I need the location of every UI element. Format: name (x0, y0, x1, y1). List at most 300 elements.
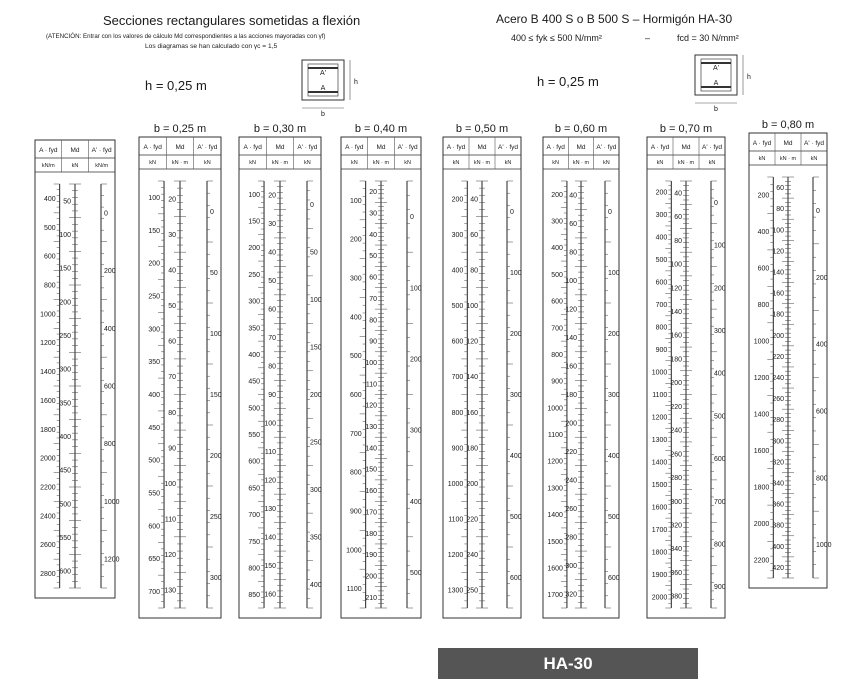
nomogram-3-mid-label-6: 80 (268, 363, 276, 371)
nomogram-1-left-label-2: 600 (43, 253, 56, 261)
nomogram-6-left-label-3: 500 (551, 271, 563, 279)
nomogram-5-left-label-3: 500 (451, 303, 464, 311)
nomogram-4-mid-label-11: 130 (365, 424, 377, 432)
nomogram-5-right-label-6: 600 (510, 575, 522, 582)
nomogram-7-mid-label-16: 360 (670, 569, 682, 577)
nomogram-3-left-label-14: 800 (248, 565, 261, 573)
nomogram-4-right-label-0: 0 (410, 214, 414, 222)
nomogram-2-mid-label-11: 130 (164, 587, 176, 595)
nomogram-5-mid-label-6: 160 (466, 409, 478, 417)
cross-section-left-b-letter: b (321, 111, 325, 118)
nomogram-3-mid-label-7: 90 (268, 392, 276, 399)
nomogram-7-left-label-17: 1900 (651, 571, 668, 579)
nomogram-2-mid-label-3: 50 (168, 303, 176, 311)
nomogram-2-right-label-6: 300 (210, 575, 222, 582)
nomogram-5-mid-label-8: 200 (466, 480, 478, 488)
nomogram-1-right-label-6: 1200 (104, 556, 120, 564)
nomogram-5-left-label-6: 800 (451, 409, 464, 417)
nomogram-5-b-label: b = 0,50 m (455, 123, 509, 135)
nomogram-5-mid-label-10: 240 (466, 552, 478, 560)
nomogram-7-right-label-3: 300 (714, 327, 726, 335)
nomogram-2-right-label-3: 150 (210, 392, 222, 399)
nomogram-5-left-label-2: 400 (451, 267, 464, 275)
cross-section-left-h-letter: h (354, 79, 358, 86)
nomogram-1-mid-label-0: 50 (63, 198, 71, 206)
nomogram-8-mid-label-11: 280 (772, 417, 784, 425)
nomogram-2-b-label: b = 0,25 m (153, 123, 207, 135)
nomogram-6-right-label-6: 600 (608, 575, 620, 582)
nomogram-7-left-label-7: 900 (655, 347, 668, 355)
nomogram-3-mid-label-0: 20 (268, 192, 276, 200)
nomogram-2-left-label-0: 100 (148, 194, 161, 202)
nomogram-7-mid-label-0: 40 (674, 190, 682, 198)
nomogram-7-right-label-0: 0 (714, 199, 718, 207)
nomogram-8-left-label-4: 1000 (753, 338, 770, 346)
nomogram-8-left-label-6: 1400 (753, 411, 770, 419)
cross-section-left-label-a: A (320, 85, 326, 92)
nomogram-5-right-label-0: 0 (510, 209, 514, 216)
nomogram-4-right-label-4: 400 (410, 498, 422, 506)
nomogram-3-right-label-0: 0 (310, 202, 314, 210)
nomogram-3-mid-label-10: 120 (264, 477, 276, 485)
cross-section-right-label-ap: A' (712, 65, 720, 72)
nomogram-5-right-label-2: 200 (510, 331, 522, 338)
nomogram-5-unit-3: kN (504, 160, 512, 166)
nomogram-6-mid-label-2: 80 (569, 249, 577, 257)
nomogram-7-right-label-7: 700 (714, 498, 726, 506)
nomogram-2-left-label-2: 200 (148, 260, 161, 268)
nomogram-6-mid-label-9: 220 (565, 448, 577, 456)
nomogram-2-left-label-11: 650 (148, 556, 161, 564)
nomogram-7-left-label-0: 200 (655, 189, 668, 197)
nomogram-4-right-label-5: 500 (410, 569, 422, 577)
nomogram-1-mid-label-1: 100 (59, 232, 71, 239)
nomogram-2-col-head-1: A · fyd (143, 144, 162, 151)
nomogram-1-mid-label-10: 550 (59, 535, 71, 542)
nomogram-4-mid-label-7: 90 (369, 338, 377, 346)
nomogram-3-right-label-7: 350 (310, 534, 322, 542)
nomogram-2-mid-label-7: 90 (168, 445, 176, 453)
nomogram-7-left-label-8: 1000 (651, 369, 668, 377)
nomogram-5-left-label-4: 600 (451, 338, 464, 346)
footer-badge: HA-30 (438, 648, 698, 679)
nomogram-4-col-head-1: A · fyd (345, 144, 364, 151)
nomogram-7-left-label-6: 800 (655, 324, 668, 332)
nomogram-1-left-label-10: 2200 (40, 484, 56, 492)
nomogram-8-mid-label-0: 60 (776, 185, 784, 193)
nomogram-4-mid-label-1: 30 (369, 210, 377, 218)
nomogram-5-mid-label-1: 60 (470, 231, 478, 239)
nomogram-3-left-label-7: 450 (248, 378, 261, 386)
nomogram-8-mid-label-9: 240 (772, 375, 784, 382)
nomogram-7-left-label-16: 1800 (651, 549, 668, 557)
nomogram-7-right-label-9: 900 (714, 584, 726, 592)
nomogram-4-mid-label-10: 120 (365, 402, 377, 410)
nomogram-3-left-label-4: 300 (248, 298, 261, 306)
nomogram-4-unit-2: kN · m (372, 160, 390, 166)
nomogram-6-left-label-12: 1400 (547, 512, 563, 520)
nomogram-8-mid-label-4: 140 (772, 269, 784, 277)
nomogram-8-left-label-8: 1800 (753, 484, 770, 492)
nomogram-8-right-label-5: 1000 (816, 542, 832, 550)
section-height-left: h = 0,25 m (145, 78, 207, 93)
nomogram-3-mid-label-5: 70 (268, 335, 276, 343)
nomogram-1-unit-3: kN/m (95, 163, 109, 169)
nomogram-6-mid-label-8: 200 (565, 420, 577, 428)
nomogram-4-mid-label-6: 80 (369, 317, 377, 325)
nomogram-7-mid-label-9: 220 (670, 403, 682, 411)
nomogram-4-mid-label-16: 180 (365, 530, 377, 538)
cross-section-left-label-ap: A' (319, 70, 327, 77)
nomogram-3-unit-3: kN (303, 160, 311, 166)
nomogram-7-right-label-8: 800 (714, 541, 726, 549)
nomogram-3-right-label-3: 150 (310, 344, 322, 352)
nomogram-6-unit-3: kN (602, 160, 610, 166)
nomogram-3-mid-label-2: 40 (268, 249, 276, 257)
nomogram-8-right-label-3: 600 (816, 408, 828, 416)
gamma-note: Los diagramas se han calculado con γc = 1,5 (145, 43, 278, 50)
nomogram-2-left-label-10: 600 (148, 523, 161, 531)
nomogram-6-left-label-1: 300 (551, 218, 563, 226)
nomogram-8-mid-label-16: 380 (772, 522, 784, 530)
nomogram-2-mid-label-0: 20 (168, 196, 176, 204)
nomogram-2-left-label-6: 400 (148, 392, 161, 399)
nomogram-5-mid-label-2: 80 (470, 267, 478, 275)
nomogram-1-mid-label-7: 400 (59, 434, 71, 441)
nomogram-6-col-head-3: A' · fyd (596, 144, 617, 151)
nomogram-1-mid-label-3: 200 (59, 299, 71, 307)
nomogram-8-unit-1: kN (758, 156, 766, 162)
nomogram-4-left-label-10: 1100 (346, 586, 362, 594)
nomogram-6-right-label-5: 500 (608, 514, 620, 521)
nomogram-7-left-label-10: 1200 (651, 414, 668, 422)
nomogram-2-mid-label-5: 70 (168, 374, 176, 382)
nomogram-7-mid-label-12: 280 (670, 475, 682, 483)
nomogram-6-mid-label-6: 160 (565, 363, 577, 371)
nomogram-6-mid-label-12: 280 (565, 534, 577, 542)
nomogram-6-left-label-6: 800 (551, 351, 563, 359)
nomogram-3-unit-2: kN · m (271, 160, 289, 166)
nomogram-7-unit-1: kN (656, 160, 664, 166)
nomogram-4-left-label-4: 500 (349, 353, 362, 361)
nomogram-2-mid-label-2: 40 (168, 267, 176, 275)
nomogram-5-right-label-3: 300 (510, 392, 522, 399)
nomogram-6-right-label-0: 0 (608, 209, 612, 216)
nomogram-5-left-label-11: 1300 (447, 587, 464, 595)
attention-note: (ATENCIÓN: Entrar con los valores de cálculo Md correspondientes a las acciones mayoradas con γf) (46, 33, 326, 40)
nomogram-5-mid-label-11: 250 (466, 587, 478, 595)
nomogram-8-mid-label-5: 160 (772, 290, 784, 298)
nomogram-2-left-label-1: 150 (148, 227, 161, 235)
nomogram-1-mid-label-2: 150 (59, 265, 71, 273)
nomogram-3-mid-label-8: 100 (264, 420, 276, 428)
nomogram-8-right-label-0: 0 (816, 207, 820, 215)
nomogram-6-left-label-11: 1300 (547, 485, 563, 493)
nomogram-7-mid-label-10: 240 (670, 427, 682, 435)
nomogram-1-col-head-1: A · fyd (39, 147, 58, 154)
nomogram-8-left-label-2: 600 (757, 265, 770, 273)
nomogram-2-right-label-0: 0 (210, 209, 214, 216)
nomogram-7-mid-label-17: 380 (670, 593, 682, 601)
nomogram-7-mid-label-6: 160 (670, 332, 682, 340)
nomogram-7-right-label-5: 500 (714, 413, 726, 421)
nomogram-5-left-label-8: 1000 (447, 480, 464, 488)
nomogram-4-left-label-2: 300 (349, 275, 362, 283)
nomogram-5-left-label-7: 900 (451, 445, 464, 453)
page-title: Secciones rectangulares sometidas a flexión (103, 13, 361, 28)
nomogram-5-left-label-0: 200 (451, 196, 464, 204)
nomogram-7-mid-label-7: 180 (670, 356, 682, 364)
nomogram-8-left-label-5: 1200 (753, 375, 770, 382)
nomogram-7-mid-label-8: 200 (670, 380, 682, 388)
nomogram-6-b-label: b = 0,60 m (554, 123, 608, 135)
nomogram-3-left-label-9: 550 (248, 432, 261, 440)
nomogram-3-right-label-2: 100 (310, 297, 322, 305)
fyk-range: 400 ≤ fyk ≤ 500 N/mm² (511, 33, 602, 43)
nomogram-6-mid-label-10: 240 (565, 477, 577, 485)
nomogram-4-mid-label-4: 60 (369, 274, 377, 282)
nomogram-6-left-label-13: 1500 (547, 538, 563, 546)
nomogram-7-left-label-12: 1400 (651, 459, 668, 467)
nomogram-7-left-label-2: 400 (655, 234, 668, 242)
nomogram-6-mid-label-4: 120 (565, 306, 577, 314)
nomogram-1-left-label-9: 2000 (40, 455, 56, 463)
nomogram-8-left-label-1: 400 (757, 229, 770, 237)
nomogram-7-mid-label-2: 80 (674, 237, 682, 245)
nomogram-1-left-label-4: 1000 (40, 311, 56, 319)
nomogram-7-left-label-18: 2000 (651, 594, 668, 602)
nomogram-7-left-label-15: 1700 (651, 526, 668, 534)
cross-section-right-label-a: A (713, 80, 719, 87)
nomogram-2-left-label-9: 550 (148, 490, 161, 498)
nomogram-3-left-label-3: 250 (248, 271, 261, 279)
nomogram-4-mid-label-19: 210 (365, 594, 377, 602)
nomogram-1-left-label-0: 400 (43, 195, 56, 203)
nomogram-6-left-label-7: 900 (551, 378, 563, 386)
nomogram-7-b-label: b = 0,70 m (659, 123, 713, 135)
nomogram-8-mid-label-12: 300 (772, 438, 784, 446)
nomogram-6-left-label-2: 400 (551, 245, 563, 253)
nomogram-7-mid-label-13: 300 (670, 498, 682, 506)
nomogram-7-unit-3: kN (708, 160, 716, 166)
nomogram-1-unit-1: kN/m (41, 163, 55, 169)
nomogram-1-left-label-1: 500 (43, 224, 56, 232)
nomogram-8-mid-label-8: 220 (772, 353, 784, 361)
fcd-value: fcd = 30 N/mm² (677, 33, 739, 43)
nomogram-5-col-head-2: Md (477, 144, 487, 151)
nomogram-8-mid-label-18: 420 (772, 564, 784, 572)
nomogram-8-mid-label-10: 260 (772, 396, 784, 404)
nomogram-6-mid-label-0: 40 (569, 192, 577, 200)
nomogram-4-mid-label-18: 200 (365, 573, 377, 581)
nomogram-4-unit-1: kN (350, 160, 358, 166)
nomogram-4-right-label-1: 100 (410, 285, 422, 293)
nomogram-8-right-label-1: 200 (816, 274, 828, 282)
nomogram-2-col-head-3: A' · fyd (197, 144, 218, 151)
nomogram-8-mid-label-7: 200 (772, 332, 784, 340)
nomogram-6-mid-label-1: 60 (569, 221, 577, 229)
material-heading: Acero B 400 S o B 500 S – Hormigón HA-30 (496, 12, 733, 26)
nomogram-5-unit-1: kN (452, 160, 460, 166)
nomogram-6-mid-label-11: 260 (565, 505, 577, 513)
nomogram-3-right-label-8: 400 (310, 581, 322, 589)
nomogram-2-unit-2: kN · m (171, 160, 189, 166)
nomogram-6-unit-2: kN · m (572, 160, 590, 166)
nomogram-7-mid-label-15: 340 (670, 546, 682, 554)
nomogram-6-right-label-4: 400 (608, 453, 620, 460)
nomogram-5-col-head-1: A · fyd (446, 144, 466, 151)
nomogram-7-mid-label-1: 60 (674, 214, 682, 222)
nomogram-7-left-label-11: 1300 (651, 436, 668, 444)
nomogram-3-left-label-0: 100 (248, 191, 261, 199)
nomogram-8-col-head-3: A' · fyd (803, 140, 825, 147)
nomogram-4-mid-label-15: 170 (365, 509, 377, 517)
nomogram-8-mid-label-1: 80 (776, 206, 784, 214)
cross-section-right-h-letter: h (747, 74, 751, 81)
nomogram-5-left-label-1: 300 (451, 231, 464, 239)
nomogram-5-right-label-1: 100 (510, 270, 522, 277)
nomogram-3-left-label-10: 600 (248, 458, 261, 466)
nomogram-7-mid-label-11: 260 (670, 451, 682, 459)
nomogram-1-right-label-4: 800 (104, 441, 116, 449)
nomogram-6-left-label-4: 600 (551, 298, 563, 306)
nomogram-8-mid-label-14: 340 (772, 480, 784, 488)
nomogram-7-left-label-3: 500 (655, 257, 668, 265)
nomogram-4-left-label-6: 700 (349, 430, 362, 438)
nomogram-8-mid-label-17: 400 (772, 543, 784, 551)
nomogram-1-left-label-7: 1600 (40, 397, 56, 405)
nomogram-3-unit-1: kN (249, 160, 257, 166)
nomogram-6-left-label-5: 700 (551, 325, 563, 333)
nomogram-8-right-label-2: 400 (816, 341, 828, 349)
nomogram-4-mid-label-5: 70 (369, 295, 377, 303)
nomogram-1-left-label-13: 2800 (40, 571, 56, 579)
nomogram-3-col-head-2: Md (275, 144, 285, 151)
nomogram-7-left-label-13: 1500 (651, 481, 668, 489)
nomogram-5-right-label-5: 500 (510, 514, 522, 521)
nomogram-6-mid-label-5: 140 (565, 335, 577, 343)
nomogram-3-col-head-3: A' · fyd (297, 144, 318, 151)
nomogram-2-mid-label-10: 120 (164, 552, 176, 560)
nomogram-3-left-label-13: 750 (248, 538, 261, 546)
nomogram-4-mid-label-2: 40 (369, 231, 377, 239)
nomogram-6-mid-label-3: 100 (565, 278, 577, 286)
nomogram-4-left-label-3: 400 (349, 314, 362, 322)
nomogram-6-left-label-9: 1100 (547, 432, 563, 440)
nomogram-2-left-label-7: 450 (148, 424, 161, 432)
nomogram-4-mid-label-12: 140 (365, 445, 377, 453)
nomogram-6-mid-label-13: 300 (565, 562, 577, 570)
nomogram-5-left-label-10: 1200 (447, 552, 464, 560)
nomogram-4-unit-3: kN (404, 160, 412, 166)
nomogram-1-unit-2: kN (71, 163, 79, 169)
nomogram-5-mid-label-3: 100 (466, 303, 478, 311)
nomogram-7-unit-2: kN · m (677, 160, 695, 166)
nomogram-2-unit-3: kN (203, 160, 211, 166)
nomogram-4-mid-label-17: 190 (365, 552, 377, 560)
nomogram-6-right-label-2: 200 (608, 331, 620, 338)
nomogram-5-mid-label-0: 40 (470, 196, 478, 204)
nomogram-6-unit-1: kN (552, 160, 560, 166)
nomogram-8-mid-label-3: 120 (772, 248, 784, 256)
nomogram-2-left-label-12: 700 (148, 589, 161, 597)
nomogram-3-right-label-4: 200 (310, 392, 322, 399)
nomogram-2-left-label-5: 350 (148, 359, 161, 367)
nomogram-4-left-label-8: 900 (349, 508, 362, 516)
nomogram-7-left-label-9: 1100 (652, 392, 668, 399)
nomogram-3-b-label: b = 0,30 m (253, 123, 307, 135)
cross-section-right-b-letter: b (714, 106, 718, 113)
nomogram-4-left-label-1: 200 (349, 236, 362, 244)
nomogram-6-left-label-10: 1200 (547, 458, 563, 466)
nomogram-1-right-label-0: 0 (104, 210, 108, 218)
nomogram-3-mid-label-14: 160 (264, 591, 276, 599)
nomogram-4-mid-label-3: 50 (369, 253, 377, 261)
nomogram-7-col-head-2: Md (681, 144, 691, 151)
nomogram-6-right-label-3: 300 (608, 392, 620, 399)
nomogram-6-mid-label-14: 320 (565, 591, 577, 599)
nomogram-2-col-head-2: Md (175, 144, 185, 151)
nomogram-8-left-label-7: 1600 (753, 447, 770, 455)
nomogram-8-col-head-1: A · fyd (752, 140, 772, 147)
nomogram-4-left-label-5: 600 (349, 392, 362, 399)
nomogram-7-col-head-1: A · fyd (650, 144, 670, 151)
nomogram-4-left-label-0: 100 (349, 197, 362, 205)
nomogram-1-left-label-5: 1200 (40, 340, 56, 348)
nomogram-8-mid-label-2: 100 (772, 227, 784, 235)
nomogram-7-left-label-5: 700 (655, 302, 668, 310)
nomogram-7-mid-label-4: 120 (670, 285, 682, 293)
nomogram-3-mid-label-3: 50 (268, 278, 276, 286)
nomogram-2-right-label-4: 200 (210, 453, 222, 460)
nomogram-2-mid-label-9: 110 (164, 516, 176, 524)
nomogram-3-left-label-11: 650 (248, 485, 261, 493)
nomogram-3-mid-label-9: 110 (264, 448, 276, 456)
nomogram-2-right-label-2: 100 (210, 331, 222, 338)
nomogram-6-left-label-8: 1000 (547, 405, 563, 413)
nomogram-8-left-label-3: 800 (757, 302, 770, 310)
nomogram-1-right-label-3: 600 (104, 383, 116, 391)
nomogram-8-b-label: b = 0,80 m (761, 119, 815, 131)
nomogram-5-mid-label-7: 180 (466, 445, 478, 453)
nomogram-3-mid-label-4: 60 (268, 306, 276, 314)
nomogram-2-mid-label-1: 30 (168, 231, 176, 239)
nomogram-5-unit-2: kN · m (473, 160, 491, 166)
nomogram-3-mid-label-1: 30 (268, 221, 276, 229)
nomogram-7-mid-label-5: 140 (670, 308, 682, 316)
nomogram-1-mid-label-11: 600 (59, 568, 71, 576)
nomogram-3-left-label-1: 150 (248, 218, 261, 226)
nomogram-8-right-label-4: 800 (816, 475, 828, 483)
nomogram-1-mid-label-5: 300 (59, 366, 71, 374)
nomogram-2-right-label-1: 50 (210, 270, 218, 277)
nomogram-7-right-label-4: 400 (714, 370, 726, 378)
nomogram-4-col-head-2: Md (376, 144, 386, 151)
nomogram-4-mid-label-8: 100 (365, 359, 377, 367)
nomogram-8-mid-label-13: 320 (772, 459, 784, 467)
nomogram-3-left-label-8: 500 (248, 405, 261, 413)
nomogram-7-left-label-4: 600 (655, 279, 668, 287)
nomogram-3-right-label-6: 300 (310, 486, 322, 494)
nomogram-8-left-label-10: 2200 (753, 557, 770, 565)
nomogram-1-left-label-8: 1800 (40, 426, 56, 434)
nomogram-3-left-label-15: 850 (248, 592, 261, 600)
nomogram-3-left-label-6: 400 (248, 351, 261, 359)
nomogram-2-mid-label-6: 80 (168, 409, 176, 417)
nomogram-5-right-label-4: 400 (510, 453, 522, 460)
nomogram-7-mid-label-14: 320 (670, 522, 682, 530)
nomogram-7-col-head-3: A' · fyd (701, 144, 723, 151)
